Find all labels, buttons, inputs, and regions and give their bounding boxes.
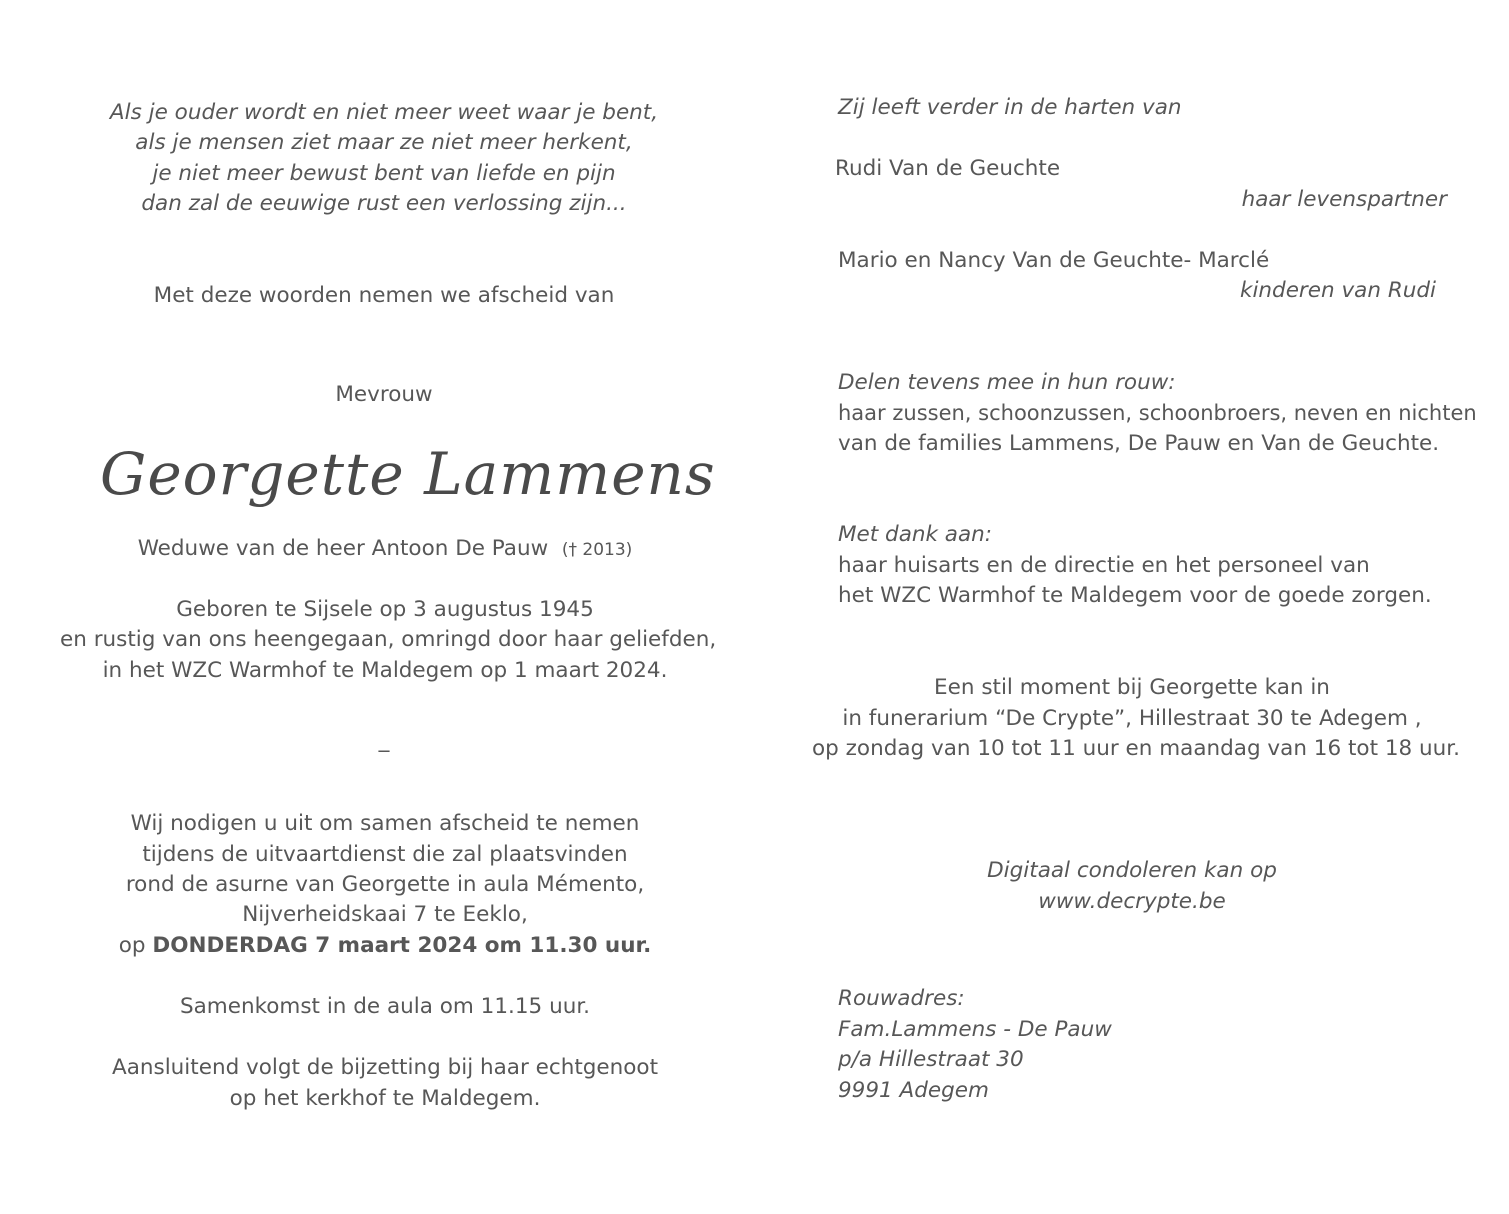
birth-line: Geboren te Sijsele op 3 augustus 1945 (176, 597, 594, 622)
address-line: Fam.Lammens - De Pauw (838, 1017, 1112, 1042)
birth-line: en rustig van ons heengegaan, omringd door haar geliefden, (60, 627, 717, 652)
share-line: haar zussen, schoonzussen, schoonbroers, neven en nichten (838, 401, 1477, 425)
children-names: Mario en Nancy Van de Geuchte- Marclé (838, 248, 1270, 273)
date-prefix: op (118, 933, 146, 958)
condolence-link[interactable]: www.decrypte.be (1038, 889, 1226, 914)
burial-line: op het kerkhof te Maldegem. (229, 1086, 541, 1111)
poem-line: Als je ouder wordt en niet meer weet waar je bent, (109, 100, 659, 125)
lives-on-heading: Zij leeft verder in de harten van (838, 95, 1182, 120)
invitation-line: tijdens de uitvaartdienst die zal plaatsvinden (142, 842, 628, 867)
ceremony-date (60, 931, 710, 961)
address-heading: Rouwadres: (838, 986, 965, 1011)
widow-cross: († 2013) (561, 540, 633, 560)
address-line: p/a Hillestraat 30 (838, 1047, 1024, 1072)
share-heading: Delen tevens mee in hun rouw: (838, 370, 1176, 395)
invitation-line: rond de asurne van Georgette in aula Mémento, (125, 872, 645, 897)
poem-line: je niet meer bewust bent van liefde en pijn (152, 161, 616, 186)
address-line: 9991 Adegem (838, 1078, 989, 1103)
partner-name: Rudi Van de Geuchte (835, 156, 1061, 181)
thanks-line: haar huisarts en de directie en het personeel van (838, 553, 1370, 578)
thanks-line: het WZC Warmhof te Maldegem voor de goede zorgen. (838, 583, 1432, 608)
poem-line: dan zal de eeuwige rust een verlossing zijn... (141, 191, 627, 216)
widow-text: Weduwe van de heer Antoon De Pauw (137, 536, 549, 561)
visit-line: Een stil moment bij Georgette kan in (934, 675, 1330, 700)
gathering-text: Samenkomst in de aula om 11.15 uur. (179, 994, 591, 1019)
partner-role: haar levenspartner (1241, 187, 1447, 212)
invitation-line: Wij nodigen u uit om samen afscheid te nemen (130, 811, 640, 836)
visit-line: op zondag van 10 tot 11 uur en maandag van 16 tot 18 uur. (812, 736, 1460, 761)
children-role: kinderen van Rudi (1240, 278, 1436, 303)
date-bold: DONDERDAG 7 maart 2024 om 11.30 uur. (152, 933, 652, 958)
share-line: van de families Lammens, De Pauw en Van de Geuchte. (838, 431, 1440, 456)
widow-line (60, 534, 710, 565)
invitation-line: Nijverheidskaai 7 te Eeklo, (242, 902, 528, 927)
condolence-line: Digitaal condoleren kan op (987, 858, 1277, 883)
deceased-name: Georgette Lammens (100, 440, 716, 508)
honorific: Mevrouw (335, 382, 433, 407)
separator: _ (378, 728, 390, 753)
birth-line: in het WZC Warmhof te Maldegem op 1 maart 2024. (102, 658, 668, 683)
poem-line: als je mensen ziet maar ze niet meer herkent, (135, 130, 633, 155)
thanks-heading: Met dank aan: (838, 522, 992, 547)
visit-line: in funerarium “De Crypte”, Hillestraat 30 te Adegem , (842, 706, 1422, 731)
intro-text: Met deze woorden nemen we afscheid van (153, 283, 615, 308)
burial-line: Aansluitend volgt de bijzetting bij haar echtgenoot (112, 1055, 658, 1080)
